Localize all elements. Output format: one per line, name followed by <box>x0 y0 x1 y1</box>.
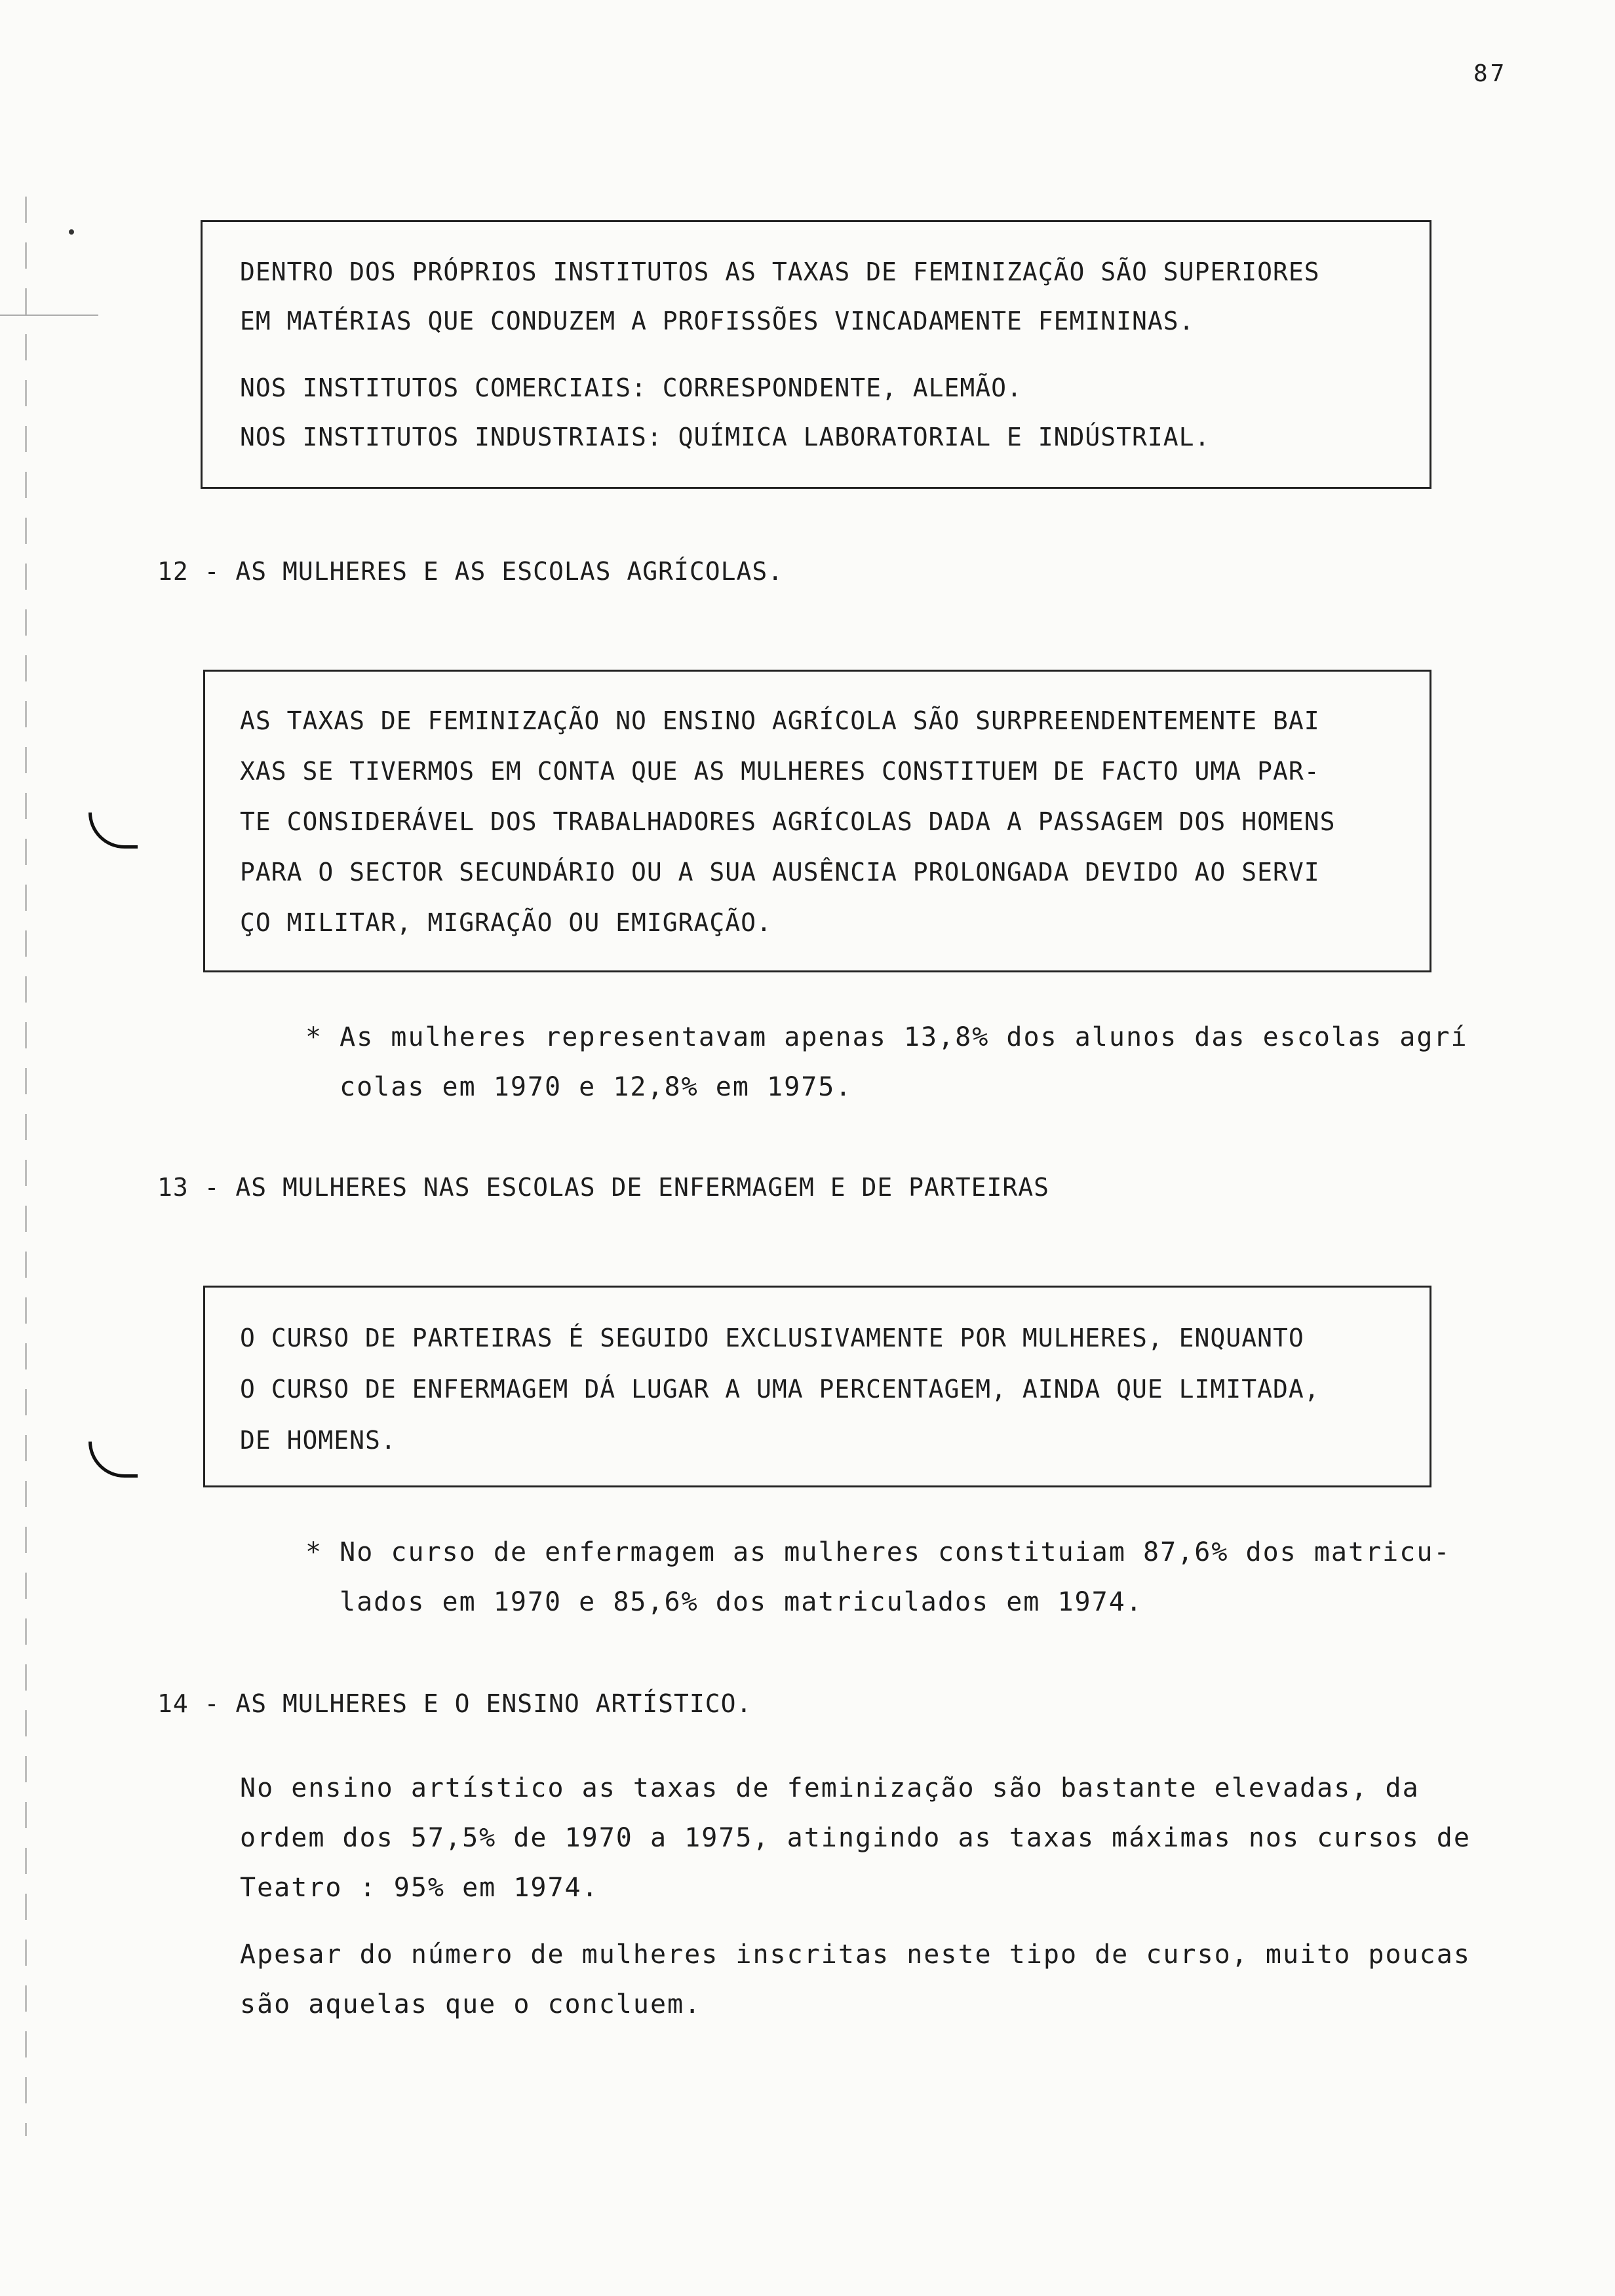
box3-line-1: O CURSO DE PARTEIRAS É SEGUIDO EXCLUSIVAMENTE POR MULHERES, ENQUANTO <box>240 1324 1304 1352</box>
section-14-para1-line-2: ordem dos 57,5% de 1970 a 1975, atingindo as taxas máximas nos cursos de <box>240 1823 1471 1853</box>
section-12-note-line-1: * As mulheres representavam apenas 13,8% dos alunos das escolas agrí <box>305 1022 1468 1052</box>
section-12-note-line-2: colas em 1970 e 12,8% em 1975. <box>340 1072 853 1102</box>
box2-line-1: AS TAXAS DE FEMINIZAÇÃO NO ENSINO AGRÍCOLA SÃO SURPREENDENTEMENTE BAI <box>240 706 1320 735</box>
box1-line-1-text: DENTRO DOS PRÓPRIOS INSTITUTOS AS TAXAS DE FEMINIZAÇÃO SÃO SUPERIORES <box>240 258 1320 286</box>
section-12-heading: 12 - AS MULHERES E AS ESCOLAS AGRÍCOLAS. <box>157 557 784 586</box>
box1-line-4: NOS INSTITUTOS INDUSTRIAIS: QUÍMICA LABORATORIAL E INDÚSTRIAL. <box>240 423 1211 451</box>
box1-line-3: NOS INSTITUTOS COMERCIAIS: CORRESPONDENTE, ALEMÃO. <box>240 373 1022 402</box>
section-14-para2-line-2: são aquelas que o concluem. <box>240 1989 702 2019</box>
box1-line-1 <box>240 258 1320 286</box>
box2-line-5: ÇO MILITAR, MIGRAÇÃO OU EMIGRAÇÃO. <box>240 908 772 937</box>
section-13-note-line-1: * No curso de enfermagem as mulheres constituiam 87,6% dos matricu- <box>305 1537 1451 1567</box>
page-number: 87 <box>1473 60 1508 87</box>
left-margin-rule <box>25 197 27 2136</box>
section-13-heading: 13 - AS MULHERES NAS ESCOLAS DE ENFERMAGEM E DE PARTEIRAS <box>157 1173 1050 1202</box>
margin-hand-mark <box>88 813 138 849</box>
section-14-para1-line-1: No ensino artístico as taxas de feminização são bastante elevadas, da <box>240 1773 1420 1803</box>
box3-line-3: DE HOMENS. <box>240 1426 397 1455</box>
box2-line-2: XAS SE TIVERMOS EM CONTA QUE AS MULHERES CONSTITUEM DE FACTO UMA PAR- <box>240 757 1320 786</box>
scan-speck <box>69 229 74 235</box>
box2-line-3: TE CONSIDERÁVEL DOS TRABALHADORES AGRÍCOLAS DADA A PASSAGEM DOS HOMENS <box>240 807 1336 836</box>
box2-line-4: PARA O SECTOR SECUNDÁRIO OU A SUA AUSÊNCIA PROLONGADA DEVIDO AO SERVI <box>240 858 1320 887</box>
box3-line-2: O CURSO DE ENFERMAGEM DÁ LUGAR A UMA PERCENTAGEM, AINDA QUE LIMITADA, <box>240 1375 1320 1404</box>
margin-tick-mark <box>0 315 98 316</box>
section-14-para1-line-3: Teatro : 95% em 1974. <box>240 1873 599 1903</box>
section-14-heading: 14 - AS MULHERES E O ENSINO ARTÍSTICO. <box>157 1689 752 1718</box>
section-13-note-line-2: lados em 1970 e 85,6% dos matriculados em 1974. <box>340 1587 1143 1617</box>
margin-hand-mark <box>88 1442 138 1478</box>
section-14-para2-line-1: Apesar do número de mulheres inscritas neste tipo de curso, muito poucas <box>240 1940 1471 1970</box>
box1-line-2: EM MATÉRIAS QUE CONDUZEM A PROFISSÕES VINCADAMENTE FEMININAS. <box>240 307 1195 335</box>
